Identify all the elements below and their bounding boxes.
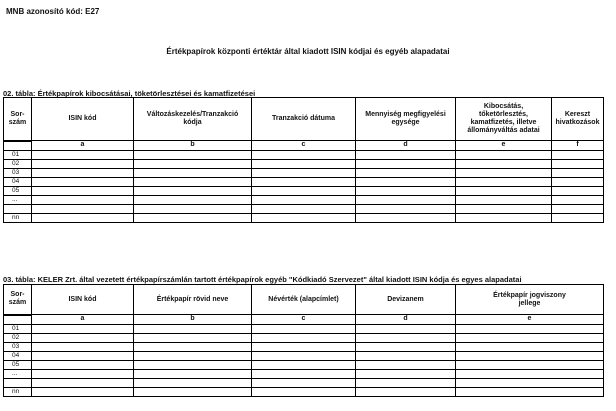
table-row xyxy=(4,177,604,186)
table-cell[interactable] xyxy=(134,213,252,222)
table-cell[interactable] xyxy=(252,324,356,333)
table-cell[interactable] xyxy=(356,378,456,387)
table-cell[interactable] xyxy=(456,177,552,186)
table-cell[interactable] xyxy=(252,369,356,378)
table-row xyxy=(4,324,604,333)
table-cell[interactable] xyxy=(134,204,252,213)
table3 xyxy=(3,284,604,397)
table-row xyxy=(4,360,604,369)
table3-header-label: ISIN kód xyxy=(68,295,97,303)
table2-sorszam-line: Sor- xyxy=(10,110,25,118)
table2-letter-row xyxy=(4,141,604,151)
table2-header-label: ISIN kód xyxy=(68,115,97,122)
table2-header-label: kamatfizetés, illetve xyxy=(470,119,537,126)
document-title: Értékpapírok központi értéktár által kiadott ISIN kódjai és egyéb alapadatai xyxy=(166,47,450,56)
table-cell[interactable] xyxy=(456,195,552,204)
table-cell[interactable] xyxy=(134,195,252,204)
table-cell[interactable] xyxy=(32,324,134,333)
table-cell[interactable] xyxy=(356,342,456,351)
table3-letter-cell: d xyxy=(356,315,456,325)
table2-header-label: kódja xyxy=(183,119,202,126)
table3-letter-cell: b xyxy=(134,315,252,325)
table-cell[interactable] xyxy=(32,342,134,351)
table-cell[interactable] xyxy=(356,333,456,342)
row-number: nn xyxy=(4,387,32,396)
table3-header-label: Névérték (alapcímlet) xyxy=(268,295,339,303)
table3-header-rovid-nev xyxy=(134,285,252,315)
table-cell[interactable] xyxy=(456,213,552,222)
table-cell[interactable] xyxy=(456,378,604,387)
table-row xyxy=(4,159,604,168)
table-row xyxy=(4,378,604,387)
table2-header-label: egysége xyxy=(391,119,420,126)
table2-header-label: Mennyiség megfigyelési xyxy=(365,111,446,118)
table-row xyxy=(4,213,604,222)
table-cell[interactable] xyxy=(356,186,456,195)
row-number: nn xyxy=(4,213,32,222)
table-cell[interactable] xyxy=(356,195,456,204)
table2-header-label: Kibocsátás, xyxy=(483,103,524,110)
table-cell[interactable] xyxy=(252,360,356,369)
table-cell[interactable] xyxy=(32,369,134,378)
table-cell[interactable] xyxy=(456,360,604,369)
table-cell[interactable] xyxy=(32,204,134,213)
table-cell[interactable] xyxy=(356,204,456,213)
table-cell[interactable] xyxy=(252,213,356,222)
table-row xyxy=(4,333,604,342)
mnb-code: MNB azonosító kód: E27 xyxy=(6,7,100,16)
table3-header-jogviszony xyxy=(456,285,604,315)
row-number: 04 xyxy=(4,351,32,360)
table-row xyxy=(4,195,604,204)
table-cell[interactable] xyxy=(456,333,604,342)
table-cell[interactable] xyxy=(252,387,356,396)
table-cell[interactable] xyxy=(252,159,356,168)
table-cell[interactable] xyxy=(134,342,252,351)
table3-letter-row xyxy=(4,315,604,325)
row-number: 03 xyxy=(4,342,32,351)
table-cell[interactable] xyxy=(134,177,252,186)
table-cell[interactable] xyxy=(552,177,604,186)
table-cell[interactable] xyxy=(252,150,356,159)
table3-header-row xyxy=(4,285,604,315)
table-cell[interactable] xyxy=(32,387,134,396)
table-cell[interactable] xyxy=(356,150,456,159)
table-cell[interactable] xyxy=(356,213,456,222)
table-cell[interactable] xyxy=(134,324,252,333)
row-number: 05 xyxy=(4,186,32,195)
table-cell[interactable] xyxy=(356,168,456,177)
table3-sorszam-line: szám xyxy=(8,299,27,307)
table-cell[interactable] xyxy=(32,150,134,159)
table-row xyxy=(4,186,604,195)
table-cell[interactable] xyxy=(252,378,356,387)
table3-header-nevertek xyxy=(252,285,356,315)
table-cell[interactable] xyxy=(134,369,252,378)
table-row xyxy=(4,351,604,360)
table2-header-label: Változáskezelés/Tranzakció xyxy=(146,111,239,118)
row-number: 03 xyxy=(4,168,32,177)
table-cell[interactable] xyxy=(32,168,134,177)
table-cell[interactable] xyxy=(552,186,604,195)
table-cell[interactable] xyxy=(552,195,604,204)
table-cell[interactable] xyxy=(252,333,356,342)
table-cell[interactable] xyxy=(32,333,134,342)
table-cell[interactable] xyxy=(356,369,456,378)
table3-header-sorszam xyxy=(4,285,32,315)
table-cell[interactable] xyxy=(134,150,252,159)
table-cell[interactable] xyxy=(356,177,456,186)
table3-letter-cell xyxy=(4,315,32,325)
table2-header-datum xyxy=(252,98,356,141)
table3-header-isin xyxy=(32,285,134,315)
table2-letter-cell: b xyxy=(134,141,252,151)
table-row xyxy=(4,387,604,396)
row-number: ... xyxy=(4,369,32,378)
table-cell[interactable] xyxy=(552,213,604,222)
table-cell[interactable] xyxy=(252,168,356,177)
table-cell[interactable] xyxy=(134,360,252,369)
table-cell[interactable] xyxy=(252,351,356,360)
table-cell[interactable] xyxy=(32,378,134,387)
table-row xyxy=(4,150,604,159)
table-cell[interactable] xyxy=(456,324,604,333)
table3-letter-cell: e xyxy=(456,315,604,325)
table-cell[interactable] xyxy=(32,186,134,195)
table3-sorszam-line: Sor- xyxy=(10,291,25,299)
table-cell[interactable] xyxy=(134,387,252,396)
table2-letter-cell: f xyxy=(552,141,604,151)
row-number xyxy=(4,204,32,213)
table2-title: 02. tábla: Értékpapírok kibocsátásai, töketörlesztései és kamatfizetései xyxy=(3,89,256,98)
table-cell[interactable] xyxy=(552,159,604,168)
table-cell[interactable] xyxy=(32,159,134,168)
table-cell[interactable] xyxy=(356,351,456,360)
row-number: 05 xyxy=(4,360,32,369)
table-cell[interactable] xyxy=(32,351,134,360)
table2-header-mennyiseg xyxy=(356,98,456,141)
table-cell[interactable] xyxy=(552,204,604,213)
table2-header-isin xyxy=(32,98,134,141)
table-cell[interactable] xyxy=(252,195,356,204)
table-cell[interactable] xyxy=(456,342,604,351)
table3-letter-cell: c xyxy=(252,315,356,325)
table2-header-label: hivatkozások xyxy=(555,119,600,126)
table-cell[interactable] xyxy=(356,360,456,369)
table3-header-label: Értékpapír jogviszony xyxy=(493,291,566,299)
table2 xyxy=(3,97,604,223)
table2-sorszam-line: szám xyxy=(8,118,27,126)
table-cell[interactable] xyxy=(456,351,604,360)
table-cell[interactable] xyxy=(456,168,552,177)
row-number xyxy=(4,378,32,387)
table-cell[interactable] xyxy=(456,186,552,195)
table-cell[interactable] xyxy=(552,150,604,159)
table-cell[interactable] xyxy=(32,360,134,369)
table-cell[interactable] xyxy=(456,150,552,159)
table-cell[interactable] xyxy=(134,159,252,168)
table-cell[interactable] xyxy=(252,342,356,351)
table3-header-label: Értékpapír rövid neve xyxy=(156,295,229,303)
table-cell[interactable] xyxy=(252,177,356,186)
row-number: ... xyxy=(4,195,32,204)
table3-header-label: Devizanem xyxy=(387,295,424,303)
table3-letter-cell: a xyxy=(32,315,134,325)
table-cell[interactable] xyxy=(134,168,252,177)
table-cell[interactable] xyxy=(356,324,456,333)
table3-title: 03. tábla: KELER Zrt. által vezetett értékpapírszámlán tartott értékpapírok egyéb "Kódkiadó Szervezet" által kiadott ISIN kódja és egyes alapadatai xyxy=(3,275,522,284)
table2-letter-cell xyxy=(4,141,32,151)
table3-header-devizanem xyxy=(356,285,456,315)
table2-header-label: Tranzakció dátuma xyxy=(271,115,336,122)
table2-letter-cell: d xyxy=(356,141,456,151)
table2-header-kereszt xyxy=(552,98,604,141)
table2-header-label: Kereszt xyxy=(564,111,591,118)
table-row xyxy=(4,168,604,177)
table-row xyxy=(4,369,604,378)
table-cell[interactable] xyxy=(456,387,604,396)
table-cell[interactable] xyxy=(32,177,134,186)
table-row xyxy=(4,342,604,351)
table2-letter-cell: c xyxy=(252,141,356,151)
table-cell[interactable] xyxy=(134,186,252,195)
table-cell[interactable] xyxy=(32,213,134,222)
table-cell[interactable] xyxy=(252,204,356,213)
table-cell[interactable] xyxy=(356,387,456,396)
table-cell[interactable] xyxy=(32,195,134,204)
table-cell[interactable] xyxy=(552,168,604,177)
table-cell[interactable] xyxy=(134,333,252,342)
table-cell[interactable] xyxy=(134,378,252,387)
table2-header-label: tőketörlesztés, xyxy=(478,111,529,118)
row-number: 02 xyxy=(4,333,32,342)
table-cell[interactable] xyxy=(134,351,252,360)
row-number: 01 xyxy=(4,150,32,159)
table-cell[interactable] xyxy=(456,369,604,378)
row-number: 01 xyxy=(4,324,32,333)
table2-header-tranzakcio-kod xyxy=(134,98,252,141)
table-cell[interactable] xyxy=(456,204,552,213)
table2-header-kibocsatas xyxy=(456,98,552,141)
table2-letter-cell: a xyxy=(32,141,134,151)
row-number: 02 xyxy=(4,159,32,168)
table2-letter-cell: e xyxy=(456,141,552,151)
table2-header-row xyxy=(4,98,604,141)
table2-header-label: állományváltás adatai xyxy=(467,127,540,134)
row-number: 04 xyxy=(4,177,32,186)
table-cell[interactable] xyxy=(356,159,456,168)
table2-header-sorszam xyxy=(4,98,32,141)
table-cell[interactable] xyxy=(252,186,356,195)
table-row xyxy=(4,204,604,213)
table3-header-label: jellege xyxy=(518,299,541,307)
table-cell[interactable] xyxy=(456,159,552,168)
